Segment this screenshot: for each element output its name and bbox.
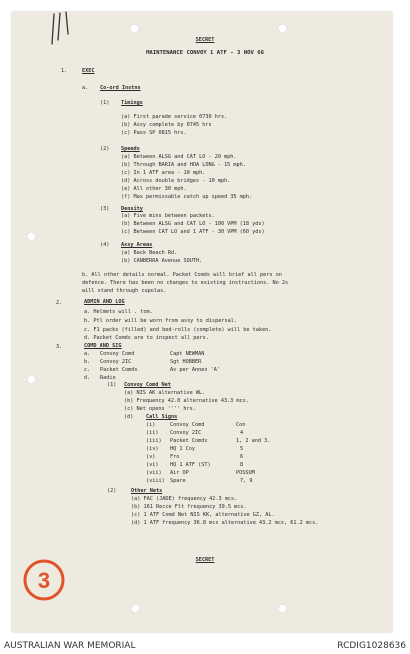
sub-para-number: (1) [107,382,117,388]
list-item: (f) Max permissable catch up speed 35 mph. [121,194,253,200]
call-sign-number: (iv) [146,446,159,452]
list-item: a. Helmets will . tom. [84,309,153,315]
section-heading: COMD AND SIG [84,343,122,349]
row-value: Capt NEWMAN [170,351,205,357]
paragraph-line: defence. There has been no changes to existing instructions. No 2s [82,280,289,286]
sub-para-heading: Convoy Comd Net [124,382,171,388]
punch-hole [27,375,36,384]
header-classification: SECRET [195,37,215,43]
document-title: MAINTENANCE CONVOY 1 ATF - 3 NOV 66 [146,50,264,56]
list-item: (b) Assy complete by 0745 hrs [121,122,212,128]
row-key: Radio [100,375,116,381]
paragraph-line: b. All other details normal. Packet Comds will brief all pers on [82,272,282,278]
call-sign-number: (ii) [146,430,159,436]
list-item: (c) Pass SP 0815 hrs. [121,130,187,136]
punch-hole [130,24,139,33]
para-heading: Co-ord Instns [100,85,141,91]
call-sign-number: (v) [146,454,156,460]
call-sign-value: 6 [240,454,244,460]
call-sign-unit: Air OP [170,470,189,476]
call-sign-unit: Convoy Comd [170,422,205,428]
punch-hole [278,24,287,33]
footer-id: RCDIG1028636 [337,641,406,651]
row-key: Convoy Comd [100,351,135,357]
list-item: d. Packet Comds are to inspect all pers. [84,335,209,341]
sub-para-heading: Timings [121,100,143,106]
call-sign-unit: Packet Comds [170,438,208,444]
row-label: d. [84,375,91,381]
call-sign-unit: Spare [170,478,186,484]
section-number: 1. [61,68,68,74]
sub-para-number: (3) [100,206,110,212]
row-label: a. [84,351,91,357]
handwritten-mark [42,10,82,50]
call-signs-heading: Call Signs [146,414,178,420]
call-sign-value: 4 [240,430,244,436]
list-item: (d) 1 ATF frequency 36.8 mcs alternative 43.2 mcs, 61.2 mcs. [131,520,319,526]
sub-para-number: (2) [107,488,117,494]
punch-hole [27,232,36,241]
list-item: (e) All other 30 mph. [121,186,187,192]
row-label: c. [84,367,91,373]
row-label: b. [84,359,91,365]
call-sign-value: 8 [240,462,244,468]
list-item: (c) In 1 ATF area - 10 mph. [121,170,206,176]
section-number: 3. [56,344,63,350]
list-item: (b) CANBERRA Avenue SOUTH. [121,258,203,264]
row-value: As per Annex 'A' [170,367,220,373]
call-sign-number: (vi) [146,462,159,468]
sub-para-heading: Other Nets [131,488,163,494]
call-sign-value: POSSUM [236,470,255,476]
list-item: (c) Between CAT LO and 1 ATF - 30 VPM (60 yds) [121,229,265,235]
para-label: a. [82,85,89,91]
sub-para-number: (4) [100,242,110,248]
sub-para-heading: Density [121,206,143,212]
call-sign-value: 1, 2 and 3. [236,438,271,444]
list-item: c. F1 packs (filled) and bed-rolls (complete) will be taken. [84,327,272,333]
list-item: (a) FAC (JADE) frequency 42.3 mcs. [131,496,238,502]
sub-para-heading: Speeds [121,146,140,152]
list-item: (b) Frequency 42.8 alternative 43.3 mcs. [124,398,249,404]
call-sign-unit: Fro [170,454,180,460]
list-item: (a) NIS AK alternative WL. [124,390,206,396]
list-item: (b) Through BARIA and HOA LONG - 15 mph. [121,162,246,168]
list-item: (a) First parade service 0730 hrs. [121,114,228,120]
list-item: (d) Across double bridges - 10 mph. [121,178,231,184]
section-heading: EXEC [82,68,95,74]
list-item: (b) 161 Recce Flt frequency 39.5 mcs. [131,504,247,510]
list-item: (a) Five mins between packets. [121,213,215,219]
call-sign-unit: HQ 1 Coy [170,446,195,452]
sub-para-number: (1) [100,100,110,106]
call-sign-number: (i) [146,422,156,428]
list-item: (a) Between ALSG and CAT LO - 20 mph. [121,154,237,160]
list-item: (b) Between ALSG and CAT LO - 100 VPM (18 yds) [121,221,265,227]
list-item: (d) [124,414,134,420]
list-item: (c) Net opens '''' hrs. [124,406,196,412]
page-mark-text: 3 [37,568,51,593]
page-number-mark [22,558,66,602]
call-sign-number: (viii) [146,478,165,484]
footer-classification: SECRET [195,557,215,563]
call-sign-number: (vii) [146,470,162,476]
circle-mark-icon [22,558,66,602]
section-number: 2. [56,300,63,306]
list-item: b. Ptl order will be worn from assy to dispersal. [84,318,238,324]
punch-hole [131,604,140,613]
call-sign-value: 5 [240,446,244,452]
row-value: Sgt HOBBER [170,359,202,365]
punch-hole [278,604,287,613]
call-sign-unit: HQ 1 ATF (ST) [170,462,211,468]
sub-para-heading: Assy Areas [121,242,153,248]
list-item: (c) 1 ATF Comd Net NIS KK, alternative GZ, AL. [131,512,275,518]
row-key: Convoy 2IC [100,359,132,365]
row-key: Packet Comds [100,367,138,373]
call-sign-unit: Convoy 2IC [170,430,202,436]
section-heading: ADMIN AND LOG [84,299,125,305]
footer-source: AUSTRALIAN WAR MEMORIAL [4,641,136,651]
list-item: (a) Back Beach Rd. [121,250,178,256]
sub-para-number: (2) [100,146,110,152]
paragraph-line: will stand through cupolas. [82,288,167,294]
call-sign-value: Con [236,422,246,428]
call-sign-number: (iii) [146,438,162,444]
call-sign-value: 7, 9 [240,478,253,484]
